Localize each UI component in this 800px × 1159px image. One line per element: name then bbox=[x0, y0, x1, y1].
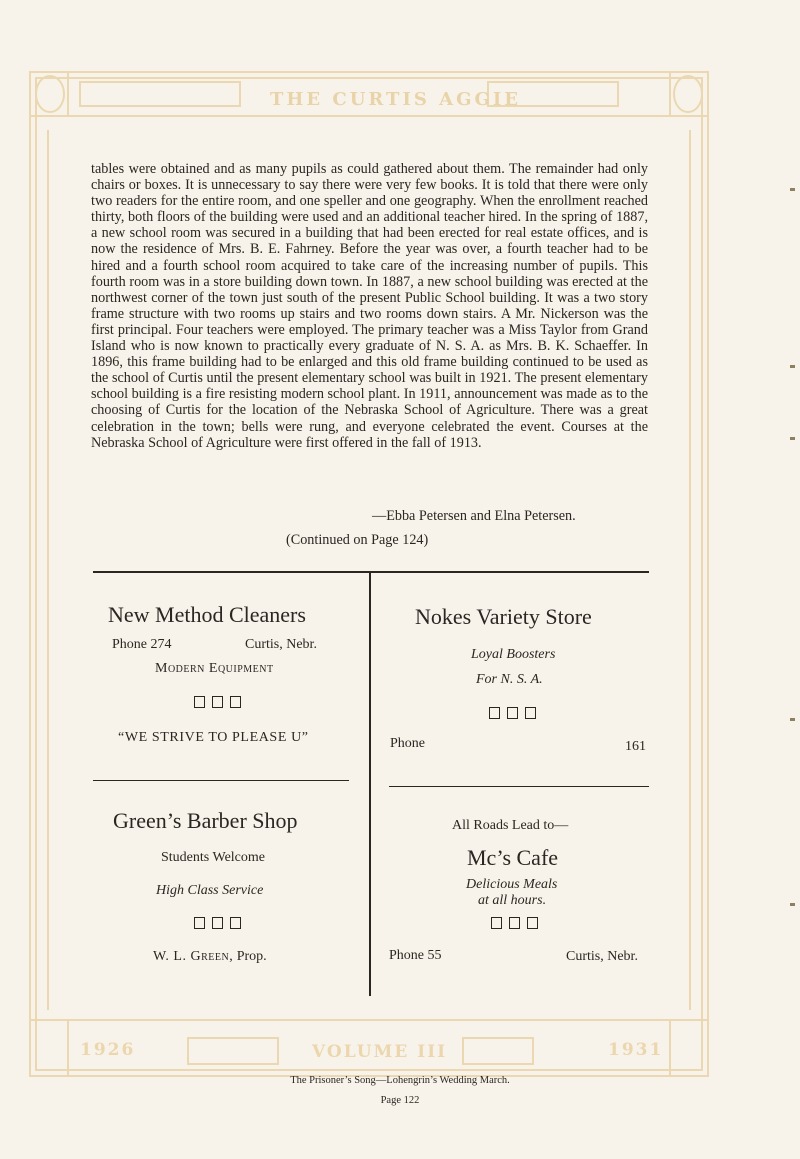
ad-tagline: All Roads Lead to— bbox=[452, 818, 569, 833]
footer-year-end: 1931 bbox=[608, 1040, 664, 1060]
ad-title: Green’s Barber Shop bbox=[113, 808, 298, 833]
ad-phone: Phone 274 bbox=[112, 637, 172, 652]
ad-slogan: “WE STRIVE TO PLEASE U” bbox=[118, 730, 309, 745]
ad-line: Loyal Boosters bbox=[471, 647, 556, 662]
ad-owner bbox=[153, 949, 267, 965]
box-ornaments bbox=[491, 917, 538, 929]
continued-note: (Continued on Page 124) bbox=[286, 532, 429, 548]
ad-location: Curtis, Nebr. bbox=[245, 637, 317, 652]
ads-top-rule bbox=[93, 571, 649, 573]
ad-line: High Class Service bbox=[156, 883, 264, 898]
footer-year-start: 1926 bbox=[80, 1040, 136, 1060]
scan-mark bbox=[790, 903, 795, 906]
ad-right-divider bbox=[389, 786, 649, 787]
ads-center-divider bbox=[369, 573, 371, 996]
ad-location: Curtis, Nebr. bbox=[566, 949, 638, 964]
scan-mark bbox=[790, 188, 795, 191]
ad-line: For N. S. A. bbox=[476, 672, 543, 687]
article-signature: —Ebba Petersen and Elna Petersen. bbox=[372, 508, 576, 524]
scan-mark bbox=[790, 365, 795, 368]
ad-feature: Modern Equipment bbox=[155, 661, 274, 676]
ad-owner-title: Prop. bbox=[236, 949, 267, 964]
header-title: THE CURTIS AGGIE bbox=[270, 89, 521, 110]
ad-left-divider bbox=[93, 780, 349, 781]
ad-phone-label: Phone bbox=[390, 736, 425, 751]
page-number: Page 122 bbox=[380, 1095, 420, 1106]
scan-mark bbox=[790, 437, 795, 440]
ad-owner-name: W. L. Green, bbox=[153, 949, 234, 964]
ad-phone-number: 161 bbox=[625, 739, 646, 754]
box-ornaments bbox=[194, 917, 241, 929]
ad-title: New Method Cleaners bbox=[108, 602, 306, 627]
box-ornaments bbox=[489, 707, 536, 719]
ad-line: Students Welcome bbox=[161, 850, 265, 865]
ad-phone: Phone 55 bbox=[389, 948, 442, 963]
box-ornaments bbox=[194, 696, 241, 708]
song-caption: The Prisoner’s Song—Lohengrin’s Wedding March. bbox=[290, 1075, 510, 1086]
article-body: tables were obtained and as many pupils as could gathered about them. The remainder had only chairs or boxes. It is unnecessary to say there were very few books. It is told that there were only two readers for the entire room, and one speller and one geography. When the enrollment reached thirty, both floors of the building were used and an additional teacher hired. In the spring of 1887, a new school room was secured in a building that had been erected for real estate offices, and is now the residence of Mrs. B. E. Fahrney. Before the year was over, a fourth teacher had to be hired and a fourth school room acquired to take care of the increasing number of pupils. This fourth room was in a store building down town. In 1887, a new school building was erected at the northwest corner of the town just south of the present Public School building. It was a two story frame structure with two rooms up stairs and two rooms down stairs. A Mr. Nickerson was the first principal. Four teachers were employed. The primary teacher was a Miss Taylor from Grand Island who is now known to practically every graduate of N. S. A. as Mrs. B. K. Schaeffer. In 1896, this frame building had to be enlarged and this old frame building continued to be used as the school of Curtis until the present elementary school was built in 1921. The present elementary school building is a fire resisting modern school plant. In 1911, announcement was made as to the choosing of Curtis for the location of the Nebraska School of Agriculture. There was a great celebration in the town; bells were rung, and everyone celebrated the event. Courses at the Nebraska School of Agriculture were first offered in the fall of 1913. bbox=[91, 161, 648, 451]
ad-line: Delicious Meals bbox=[466, 877, 558, 892]
ad-title: Mc’s Cafe bbox=[467, 845, 559, 870]
ad-line: at all hours. bbox=[478, 893, 547, 908]
scan-mark bbox=[790, 718, 795, 721]
footer-volume: VOLUME III bbox=[312, 1042, 448, 1062]
ad-title: Nokes Variety Store bbox=[415, 604, 592, 629]
